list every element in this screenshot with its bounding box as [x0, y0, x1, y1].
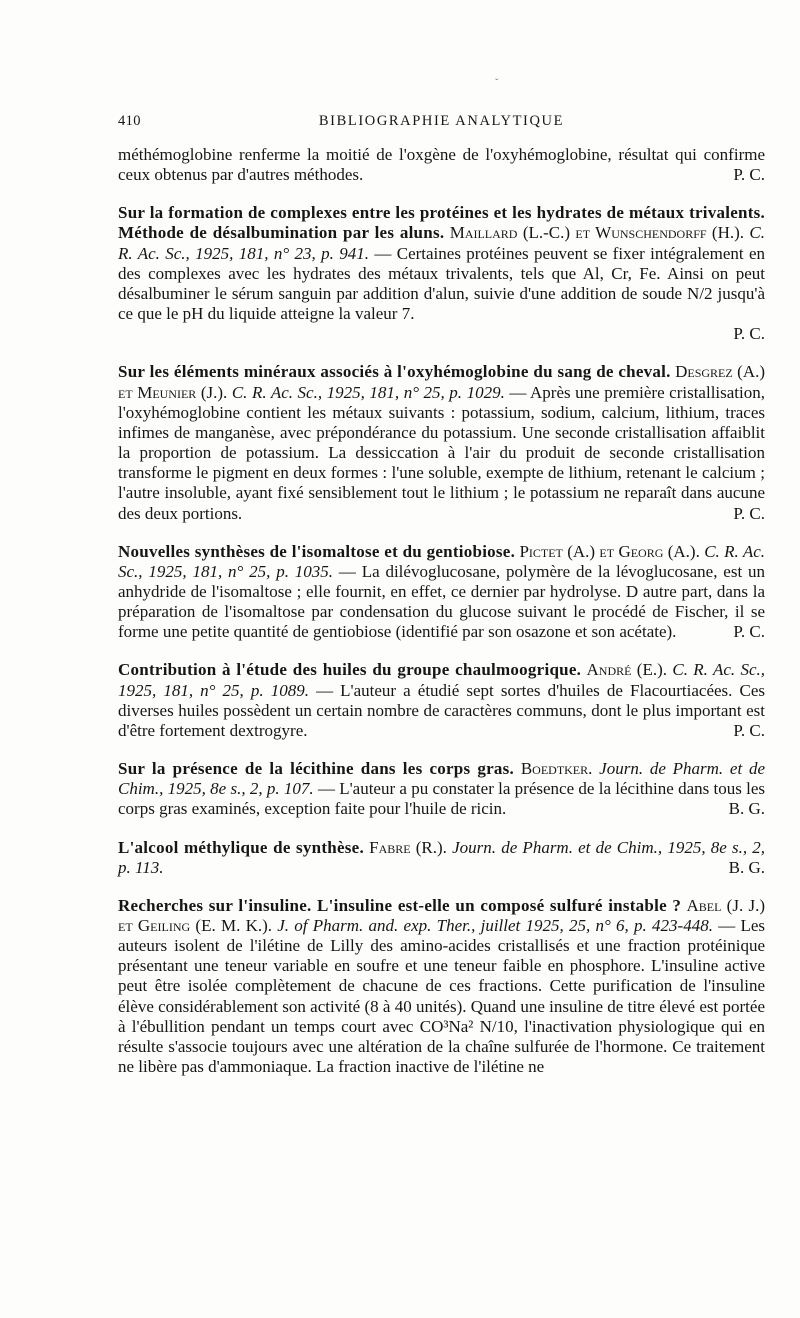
entry-body: — La dilévoglucosane, polymère de la lévoglucosane, est un anhydride de l'isomaltose ; elle fournit, en effet, ce dernier par hydrolyse. D autre part, dans la préparation de l'isomaltose par condensation du glucose suivant le procédé de Fischer, il se forme une petite quantité de gentiobiose (identifié par son osazone et son acétate).	[118, 561, 766, 642]
page-number: 410	[118, 113, 141, 129]
entry-reference: C. R. Ac. Sc., 1925, 181, n° 25, p. 1029.	[231, 382, 505, 402]
entry-title: Nouvelles synthèses de l'isomaltose et du gentiobiose.	[118, 541, 516, 561]
entry-body: — Les auteurs isolent de l'ilétine de Lilly des amino-acides cristallisés et une fraction protéinique présentant une teneur variable en soufre et une teneur faible en phosphore. L'insuline active peut être isolée complètement de chacune de ces fractions. Cette purification de l'insuline élève considérablement son activité (8 à 40 unités). Quand une insuline de titre élevé est portée à l'ébullition pendant un temps court avec CO³Na² N/10, l'inactivation physiologique qui en résulte s'associe toujours avec une altération de la chaîne sulfurée de l'hormone. Ce traitement ne libère pas d'ammoniaque. La fraction inactive de l'ilétine ne	[118, 916, 766, 1077]
entry-lecithin	[118, 759, 765, 819]
entry-continuation	[118, 145, 765, 185]
scan-mark: ˇ	[495, 78, 499, 89]
entry-reference: C. R. Ac. Sc., 1925, 181, n° 23, p. 941.	[118, 223, 765, 263]
entry-authors: Fabre (R.).	[369, 837, 447, 857]
entry-insulin	[118, 896, 765, 1077]
entry-signature: P. C.	[733, 720, 765, 740]
entry-authors: Maillard (L.-C.) et Wunschendorff (H.).	[449, 223, 745, 243]
running-title: BIBLIOGRAPHIE ANALYTIQUE	[318, 113, 565, 129]
entry-title: Sur la formation de complexes entre les protéines et les hydrates de métaux trivalents. Méthode de désalbumination par les aluns.	[118, 203, 765, 243]
entry-signature: P. C.	[733, 324, 765, 344]
entry-reference: C. R. Ac. Sc., 1925, 181, n° 25, p. 1035.	[118, 541, 765, 581]
entry-title: L'alcool méthylique de synthèse.	[118, 837, 364, 857]
entry-authors: Boedtker.	[520, 759, 593, 779]
entry-title: Contribution à l'étude des huiles du groupe chaulmoogrique.	[118, 660, 582, 680]
entry-authors: Abel (J. J.) et Geiling (E. M. K.).	[118, 895, 766, 935]
entry-oxyhemoglobin-minerals	[118, 362, 765, 523]
entry-signature: P. C.	[733, 165, 765, 185]
entry-title: Sur la présence de la lécithine dans les corps gras.	[118, 759, 515, 779]
entry-body: méthémoglobine renferme la moitié de l'oxgène de l'oxyhémoglobine, résultat qui confirme ceux obtenus par d'autres méthodes.	[118, 145, 765, 185]
entry-body: — L'auteur a étudié sept sortes d'huiles de Flacourtiacées. Ces diverses huiles possèdent un certain nombre de caractères communs, dont le plus important est d'être fortement dextrogyre.	[118, 680, 765, 740]
page-body	[118, 145, 765, 1077]
entry-reference: J. of Pharm. and. exp. Ther., juillet 1925, 25, n° 6, p. 423-448.	[277, 916, 713, 935]
entry-protein-complexes	[118, 203, 765, 344]
entry-reference: Journ. de Pharm. et de Chim., 1925, 8e s., 2, p. 107.	[118, 759, 766, 799]
entry-signature: B. G.	[728, 799, 765, 819]
entry-body: — Certaines protéines peuvent se fixer intégralement en des complexes avec les hydrates des métaux trivalents, tels que Al, Cr, Fe. Ainsi on peut désalbuminer le sérum sanguin par addition d'alun, suivie d'une addition de soude N/2 jusqu'à ce que le pH du liquide atteigne la valeur 7.	[118, 243, 765, 324]
entry-title: Recherches sur l'insuline. L'insuline est-elle un composé sulfuré instable ?	[118, 895, 682, 915]
entry-signature: P. C.	[733, 622, 765, 642]
entry-authors: Pictet (A.) et Georg (A.).	[519, 541, 700, 561]
entry-signature: P. C.	[733, 503, 765, 523]
entry-signature: B. G.	[728, 857, 765, 877]
entry-isomaltose	[118, 542, 765, 643]
entry-reference: C. R. Ac. Sc., 1925, 181, n° 25, p. 1089.	[118, 660, 766, 700]
entry-authors: Desgrez (A.) et Meunier (J.).	[118, 362, 766, 402]
entry-body: — L'auteur a pu constater la présence de la lécithine dans tous les corps gras examinés, exception faite pour l'huile de ricin.	[118, 779, 766, 819]
entry-chaulmoogric-oils	[118, 660, 765, 741]
entry-body: — Après une première cristallisation, l'oxyhémoglobine contient les métaux suivants : potassium, sodium, calcium, lithium, traces infimes de manganèse, avec prépondérance du potassium. Une seconde cristallisation affaiblit la proportion de potassium. La dessiccation à l'air du produit de seconde cristallisation transforme le pigment en deux formes : l'une soluble, exempte de lithium, retenant le calcium ; l'autre insoluble, ayant fixé sensiblement tout le lithium ; le potassium ne reparaît dans aucune des deux portions.	[118, 382, 766, 523]
entry-reference: Journ. de Pharm. et de Chim., 1925, 8e s., 2, p. 113.	[118, 837, 766, 877]
entry-methyl-alcohol	[118, 838, 765, 878]
entry-authors: André (E.).	[586, 660, 668, 680]
entry-title: Sur les éléments minéraux associés à l'oxyhémoglobine du sang de cheval.	[118, 362, 671, 382]
